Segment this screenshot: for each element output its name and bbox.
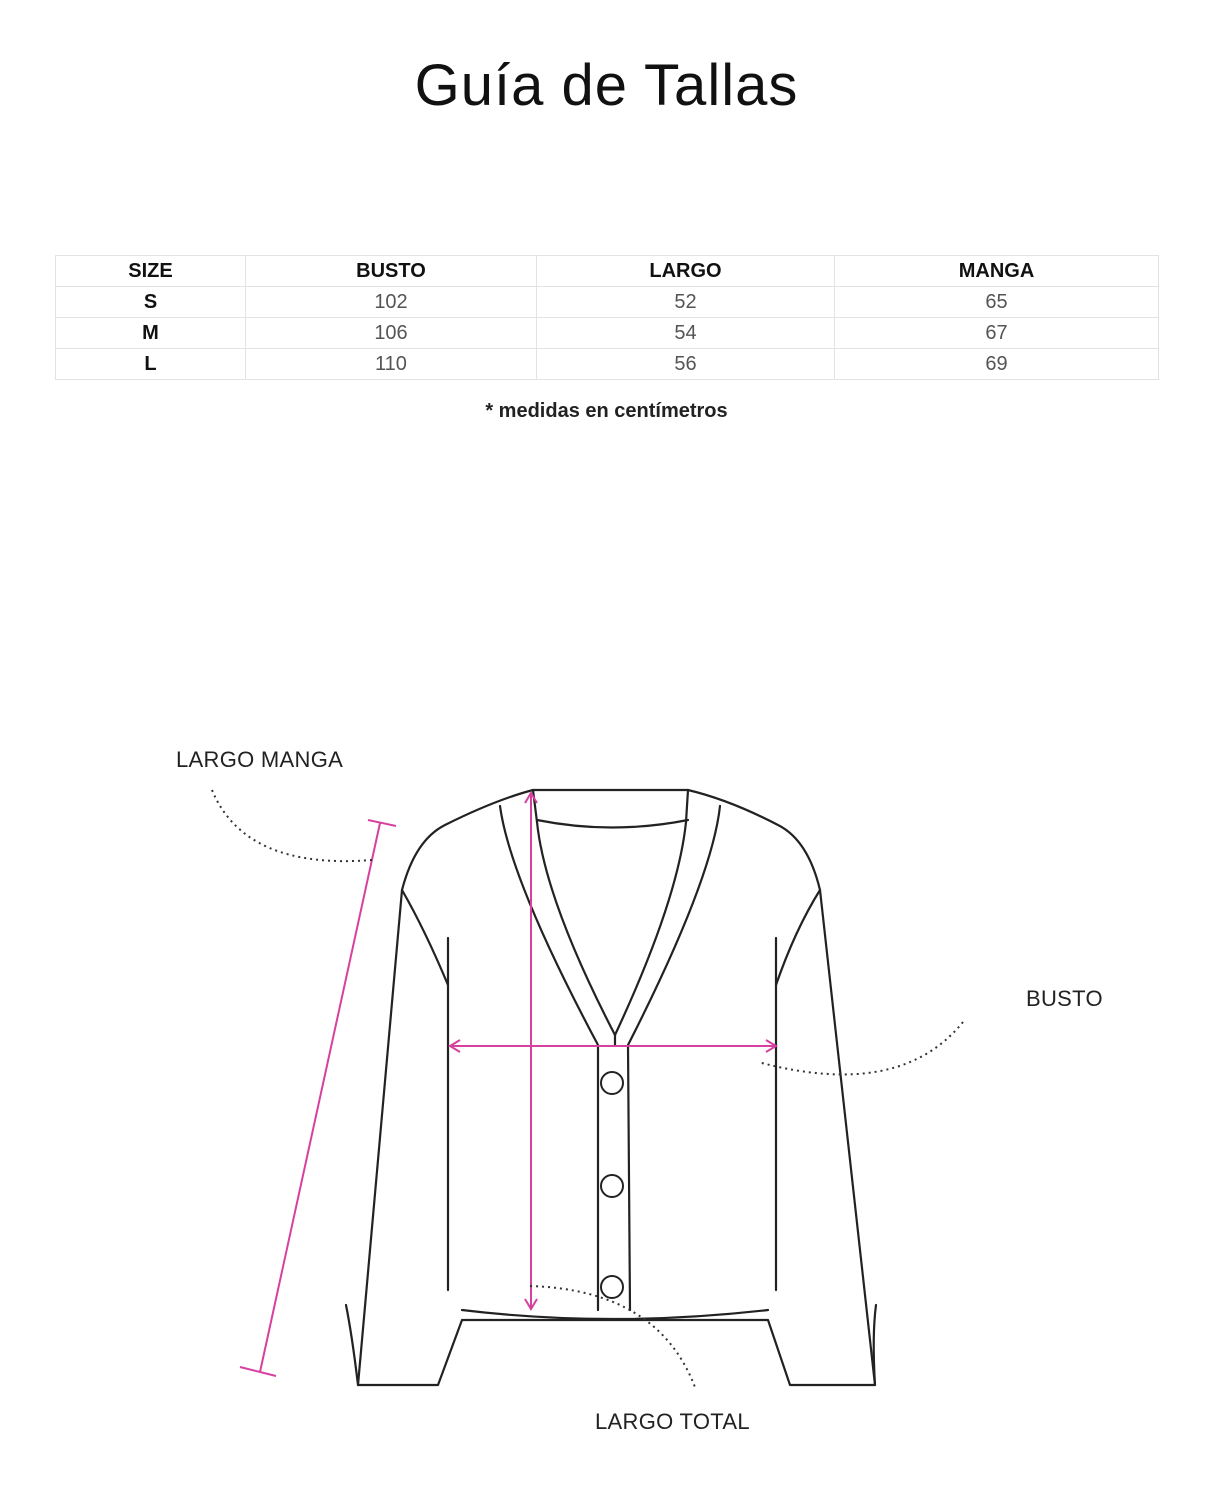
right-sleeve-seam xyxy=(776,890,820,985)
sleeve-length-cap-top xyxy=(368,820,396,826)
largo-cell: 56 xyxy=(537,349,835,380)
largo-cell: 52 xyxy=(537,287,835,318)
column-header-largo: LARGO xyxy=(537,256,835,287)
label-largo-manga: LARGO MANGA xyxy=(176,747,344,772)
size-cell: L xyxy=(56,349,246,380)
busto-cell: 106 xyxy=(246,318,537,349)
label-busto: BUSTO xyxy=(1026,986,1103,1011)
button-bottom xyxy=(601,1276,623,1298)
sleeve-length-cap-bottom xyxy=(240,1367,276,1376)
column-header-size: SIZE xyxy=(56,256,246,287)
size-cell: M xyxy=(56,318,246,349)
busto-cell: 110 xyxy=(246,349,537,380)
button-top xyxy=(601,1072,623,1094)
bust-leader-line xyxy=(758,1022,963,1074)
left-cuff xyxy=(346,1305,358,1385)
back-neckline xyxy=(537,820,688,828)
label-largo-total: LARGO TOTAL xyxy=(595,1409,750,1434)
cardigan-hem xyxy=(462,1310,768,1319)
column-header-busto: BUSTO xyxy=(246,256,537,287)
length-leader-line xyxy=(530,1286,696,1390)
right-cuff xyxy=(874,1305,876,1385)
button-middle xyxy=(601,1175,623,1197)
back-neck-right xyxy=(686,790,688,822)
largo-cell: 54 xyxy=(537,318,835,349)
manga-cell: 69 xyxy=(835,349,1159,380)
manga-cell: 67 xyxy=(835,318,1159,349)
page-title: Guía de Tallas xyxy=(414,53,799,118)
manga-cell: 65 xyxy=(835,287,1159,318)
back-neck-left xyxy=(533,790,537,822)
column-header-manga: MANGA xyxy=(835,256,1159,287)
units-note: * medidas en centímetros xyxy=(485,400,728,422)
left-sleeve-seam xyxy=(402,890,448,985)
size-cell: S xyxy=(56,287,246,318)
sleeve-leader-line xyxy=(212,790,372,861)
sleeve-length-line xyxy=(260,823,380,1372)
v-neck-inner-right xyxy=(615,822,686,1035)
busto-cell: 102 xyxy=(246,287,537,318)
